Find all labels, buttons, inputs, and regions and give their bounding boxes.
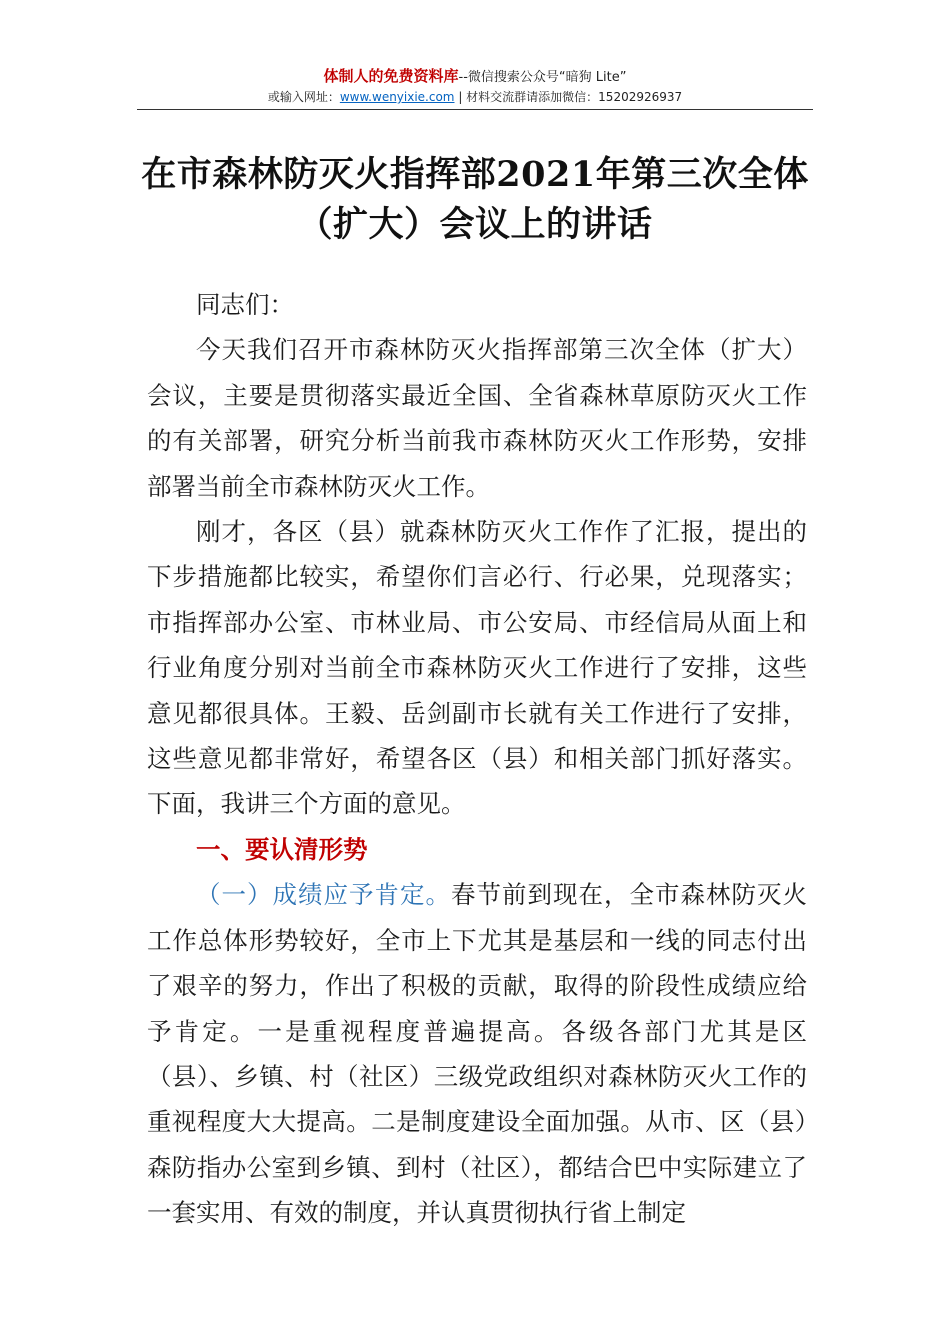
title-line-1: 在市森林防灭火指挥部2021年第三次全体 xyxy=(141,154,809,195)
title-line-2: （扩大）会议上的讲话 xyxy=(297,204,653,245)
header-line-2 xyxy=(137,88,813,107)
paragraph-3-text: 春节前到现在，全市森林防灭火工作总体形势较好，全市上下尤其是基层和一线的同志付出了艰辛的努力，作出了积极的贡献，取得的阶段性成绩应给予肯定。一是重视程度普遍提高。各级各部门尤其是区（县）、乡镇、村（社区）三级党政组织对森林防灭火工作的重视程度大大提高。二是制度建设全面加强。从市、区（县）森防指办公室到乡镇、到村（社区），都结合巴中实际建立了一套实用、有效的制度，并认真贯彻执行省上制定 xyxy=(147,880,807,1228)
salutation: 同志们： xyxy=(196,290,294,319)
paragraph-3 xyxy=(147,872,807,1235)
subsection-label-1: （一）成绩应予肯定。 xyxy=(196,880,451,910)
url-label: 或输入网址： xyxy=(267,90,340,104)
website-link[interactable]: www.wenyixie.com xyxy=(339,90,455,104)
header-line-1 xyxy=(137,66,813,88)
contact-info: | 材料交流群请添加微信：15202926937 xyxy=(454,90,683,104)
section-heading-1: 一、要认清形势 xyxy=(196,834,368,864)
header-divider xyxy=(137,109,813,110)
paragraph-2: 刚才，各区（县）就森林防灭火工作作了汇报，提出的下步措施都比较实，希望你们言必行、行必果，兑现落实；市指挥部办公室、市林业局、市公安局、市经信局从面上和行业角度分别对当前全市森林防灭火工作进行了安排，这些意见都很具体。王毅、岳剑副市长就有关工作进行了安排，这些意见都非常好，希望各区（县）和相关部门抓好落实。下面，我讲三个方面的意见。 xyxy=(147,517,807,819)
document-title xyxy=(137,150,813,250)
document-body xyxy=(147,282,807,1236)
brand-name: 体制人的免费资料库 xyxy=(323,67,459,85)
wechat-prompt: --微信搜索公众号“暗狗 Lite” xyxy=(458,70,627,85)
watermark-header xyxy=(137,66,813,107)
paragraph-1: 今天我们召开市森林防灭火指挥部第三次全体（扩大）会议，主要是贯彻落实最近全国、全省森林草原防灭火工作的有关部署，研究分析当前我市森林防灭火工作形势，安排部署当前全市森林防灭火工作。 xyxy=(147,335,807,501)
